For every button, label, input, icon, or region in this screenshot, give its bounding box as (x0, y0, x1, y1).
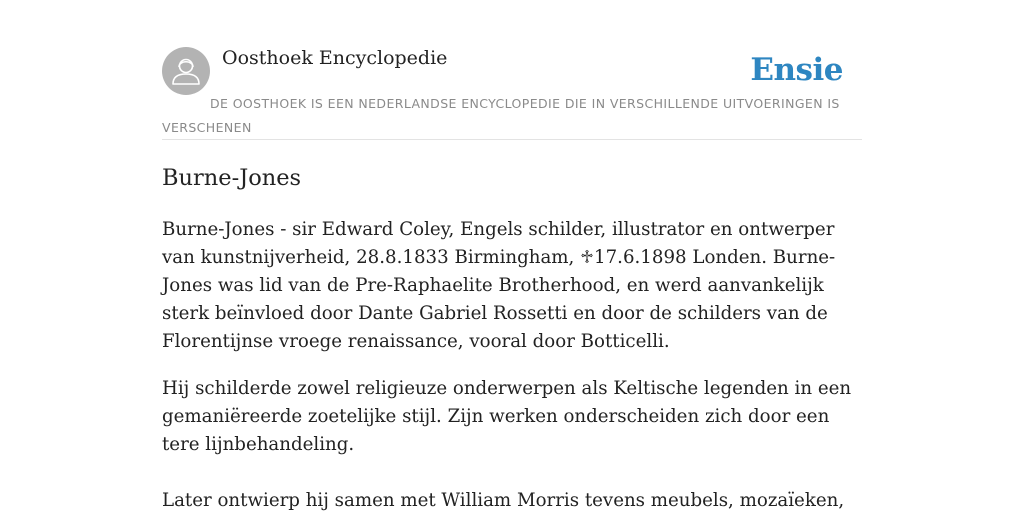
source-avatar[interactable] (162, 47, 210, 95)
article-title: Burne-Jones (162, 165, 302, 191)
source-description: DE OOSTHOEK IS EEN NEDERLANDSE ENCYCLOPEDIE DIE IN VERSCHILLENDE UITVOERINGEN IS VERSCHENEN (162, 96, 840, 135)
source-name-link[interactable]: Oosthoek Encyclopedie (222, 47, 448, 69)
ensie-logo-link[interactable]: Ensie (750, 52, 843, 88)
article-paragraph: Burne-Jones - sir Edward Coley, Engels schilder, illustrator en ontwerper van kunstnijverheid, 28.8.1833 Birmingham, ♱17.6.1898 Londen. Burne-Jones was lid van de Pre-Raphaelite Brotherhood, en werd aanvankelijk sterk beïnvloed door Dante Gabriel Rossetti en door de schilders van de Florentijnse vroege renaissance, vooral door Botticelli. (162, 219, 836, 352)
user-silhouette-icon (162, 47, 210, 95)
article (162, 160, 862, 512)
article-paragraph: Later ontwierp hij samen met William Morris tevens meubels, mozaïeken, (162, 490, 845, 511)
article-paragraph: Hij schilderde zowel religieuze onderwerpen als Keltische legenden in een gemaniëreerde zoetelijke stijl. Zijn werken onderscheiden zich door een tere lijnbehandeling. (162, 378, 852, 455)
source-header (162, 46, 862, 140)
